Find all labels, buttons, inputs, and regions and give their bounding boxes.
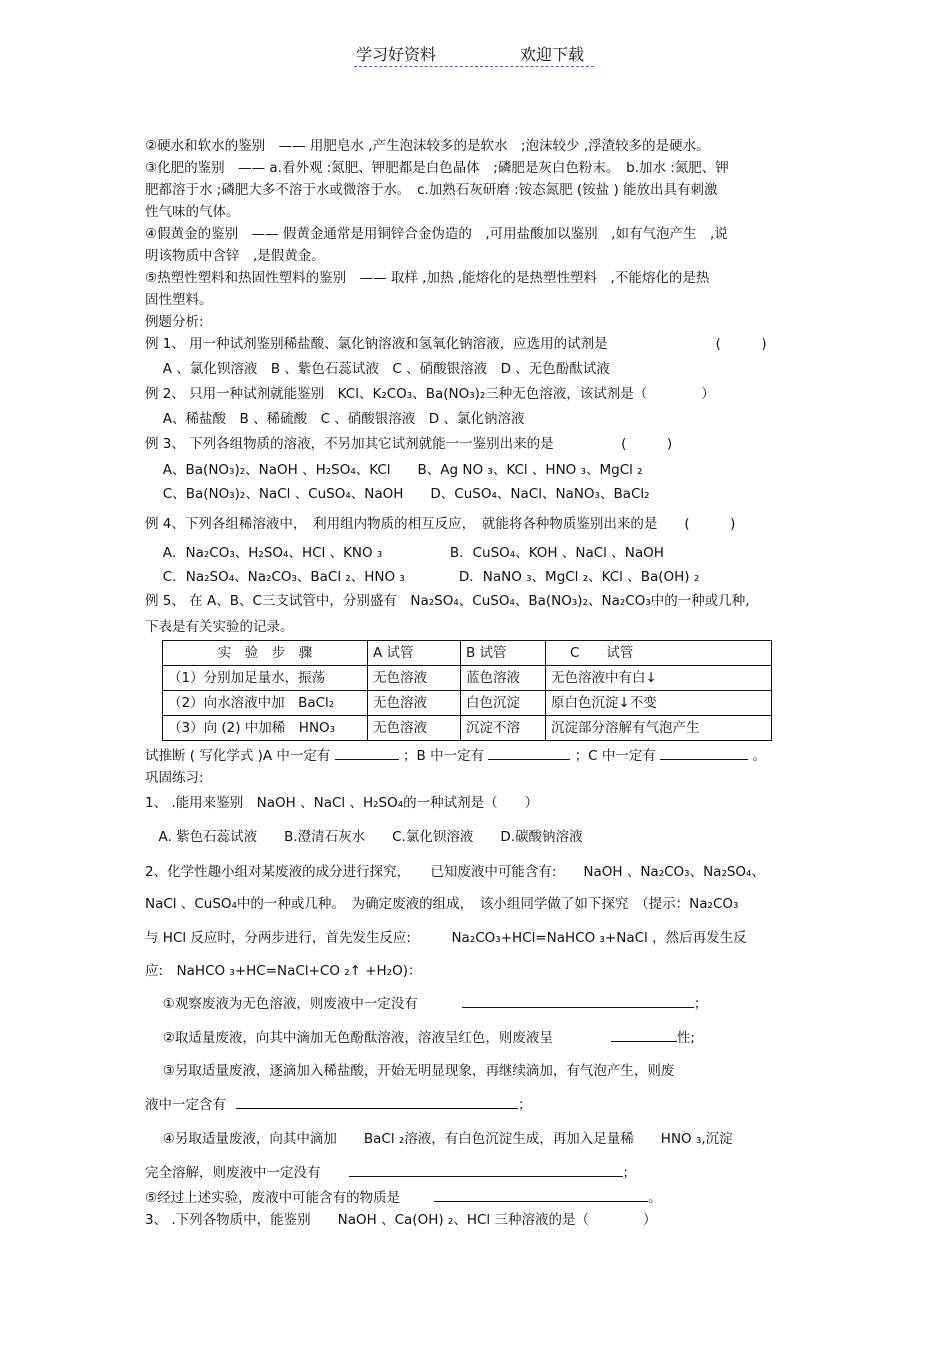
infer-c-label: ；C 中一定有: [574, 748, 656, 764]
text-line: ②硬水和软水的鉴别 —— 用肥皂水 ,产生泡沫较多的是软水 ;泡沫较少 ,浮渣较多的是硬水。: [145, 138, 710, 154]
answer-blank[interactable]: [611, 1027, 677, 1042]
text-line: ③化肥的鉴别 —— a.看外观 :氮肥、钾肥都是白色晶体 ;磷肥是灰白色粉末。 b.加水 :氮肥、钾: [145, 160, 729, 176]
answer-blank-b[interactable]: [488, 745, 570, 760]
question-line: 例 5、 在 A、B、C三支试管中，分别盛有 Na₂SO₄、CuSO₄、Ba(NO₃)₂、Na₂CO₃中的一种或几种,: [145, 593, 750, 609]
option-line: A、稀盐酸 B 、稀硫酸 C 、硝酸银溶液 D 、氯化钠溶液: [145, 411, 525, 427]
option-line: A．Na₂CO₃、H₂SO₄、HCl 、KNO ₃ B．CuSO₄、KOH 、NaCl 、NaOH: [145, 545, 664, 561]
table-row: [163, 666, 772, 691]
infer-b-label: ；B 中一定有: [403, 748, 485, 764]
section-heading: 巩固练习:: [145, 770, 204, 786]
sub-question-c-cont: [145, 1094, 532, 1116]
table-row: [163, 691, 772, 716]
sub-question-c: ③另取适量废液，逐滴加入稀盐酸，开始无明显现象，再继续滴加，有气泡产生，则废: [145, 1063, 675, 1079]
table-cell: 白色沉淀: [461, 691, 546, 716]
text-line: ⑤热塑性塑料和热固性塑料的鉴别 —— 取样 ,加热 ,能熔化的是热塑性塑料 ,不能熔化的是热: [145, 270, 710, 286]
table-cell: （3）向 (2) 中加稀 HNO₃: [163, 716, 368, 741]
table-cell: 沉淀不溶: [461, 716, 546, 741]
table-cell: 无色溶液: [368, 716, 461, 741]
sub-question-end: ；: [622, 1165, 636, 1181]
table-cell: （1）分别加足量水，振荡: [163, 666, 368, 691]
question-line: 2、化学性趣小组对某废液的成分进行探究， 已知废液中可能含有: NaOH 、Na₂CO₃、Na₂SO₄、: [145, 864, 765, 880]
table-cell: （2）向水溶液中加 BaCl₂: [163, 691, 368, 716]
question-line: 应: NaHCO ₃+HC=NaCl+CO ₂↑ +H₂O)：: [145, 963, 422, 979]
header-right: 欢迎下载: [520, 45, 585, 64]
question-line: 与 HCl 反应时，分两步进行，首先发生反应: Na₂CO₃+HCl=NaHCO ₃+NaCl ，然后再发生反: [145, 930, 747, 946]
sub-question-d-cont: [145, 1162, 636, 1184]
experiment-table: [162, 640, 772, 741]
infer-a-label: 试推断 ( 写化学式 )A 中一定有: [145, 748, 331, 764]
sub-question-text: ②取适量废液，向其中滴加无色酚酞溶液，溶液呈红色，则废液呈: [145, 1030, 553, 1046]
option-line: C．Na₂SO₄、Na₂CO₃、BaCl ₂、HNO ₃ D．NaNO ₃、MgCl ₂、KCl 、Ba(OH) ₂: [145, 569, 700, 585]
text-line: 性气味的气体。: [145, 204, 240, 220]
question-line: 例 3、 下列各组物质的溶液，不另加其它试剂就能一一鉴别出来的是 ( ): [145, 436, 673, 452]
table-header-row: [163, 641, 772, 666]
question-line: NaCl 、CuSO₄中的一种或几种。 为确定废液的组成， 该小组同学做了如下探究 （提示：Na₂CO₃: [145, 896, 739, 912]
answer-blank[interactable]: [236, 1094, 518, 1109]
sub-question-d: ④另取适量废液，向其中滴加 BaCl ₂溶液，有白色沉淀生成，再加入足量稀 HNO ₃,沉淀: [145, 1131, 733, 1147]
sub-question-end: ；: [518, 1097, 532, 1113]
question-line: 3、 .下列各物质中，能鉴别 NaOH 、Ca(OH) ₂、HCl 三种溶液的是（ ）: [145, 1212, 657, 1228]
sub-question-text: ⑤经过上述实验，废液中可能含有的物质是: [145, 1190, 401, 1206]
table-cell: 无色溶液中有白↓: [546, 666, 772, 691]
text-line: 明该物质中含锌 ,是假黄金。: [145, 248, 325, 264]
table-header-cell: 实 验 步 骤: [163, 641, 368, 666]
option-line: A. 紫色石蕊试液 B.澄清石灰水 C.氯化钡溶液 D.碳酸钠溶液: [145, 829, 583, 845]
option-line: C、Ba(NO₃)₂、NaCl 、CuSO₄、NaOH D、CuSO₄、NaCl、NaNO₃、BaCl₂: [145, 486, 650, 502]
table-cell: 原白色沉淀↓不变: [546, 691, 772, 716]
sub-question-text: 完全溶解，则废液中一定没有: [145, 1165, 321, 1181]
text-line: 固性塑料。: [145, 292, 213, 308]
text-line: 肥都溶于水 ;磷肥大多不溶于水或微溶于水。 c.加熟石灰研磨 :铵态氮肥 (铵盐 ) 能放出具有刺激: [145, 182, 718, 198]
text-line: 下表是有关实验的记录。: [145, 619, 294, 635]
question-line: 例 4、下列各组稀溶液中， 利用组内物质的相互反应， 就能将各种物质鉴别出来的是 ( ): [145, 516, 736, 532]
infer-line: [145, 745, 766, 767]
table-cell: 沉淀部分溶解有气泡产生: [546, 716, 772, 741]
option-line: A 、氯化钡溶液 B 、紫色石蕊试液 C 、硝酸银溶液 D 、无色酚酞试液: [145, 361, 610, 377]
answer-blank-c[interactable]: [660, 745, 748, 760]
sub-question-end: 。: [648, 1190, 662, 1206]
header-left: 学习好资料: [356, 45, 437, 64]
table-header-cell: A 试管: [368, 641, 461, 666]
sub-question-a: [145, 993, 707, 1015]
table-row: [163, 716, 772, 741]
sub-question-end: ；: [693, 996, 708, 1012]
sub-question-b: [145, 1027, 695, 1049]
table-cell: 蓝色溶液: [461, 666, 546, 691]
sub-question-e: [145, 1187, 662, 1209]
sub-question-text: 液中一定含有: [145, 1097, 226, 1113]
answer-blank[interactable]: [349, 1162, 623, 1177]
sub-question-end: 性;: [676, 1030, 695, 1046]
answer-blank[interactable]: [434, 1187, 648, 1202]
table-header-cell: C 试管: [546, 641, 772, 666]
answer-blank-a[interactable]: [335, 745, 399, 760]
table-cell: 无色溶液: [368, 666, 461, 691]
question-line: 例 1、 用一种试剂鉴别稀盐酸、氯化钠溶液和氢氧化钠溶液，应选用的试剂是 ( ): [145, 336, 767, 352]
question-line: 1、 .能用来鉴别 NaOH 、NaCl 、H₂SO₄的一种试剂是（ ）: [145, 795, 539, 811]
sub-question-text: ①观察废液为无色溶液，则废液中一定没有: [145, 996, 418, 1012]
section-heading: 例题分析:: [145, 314, 204, 330]
answer-blank[interactable]: [462, 993, 694, 1008]
page-header: [354, 40, 594, 67]
option-line: A、Ba(NO₃)₂、NaOH 、H₂SO₄、KCl B、Ag NO ₃、KCl 、HNO ₃、MgCl ₂: [145, 462, 643, 478]
table-cell: 无色溶液: [368, 691, 461, 716]
text-line: ④假黄金的鉴别 —— 假黄金通常是用铜锌合金伪造的 ,可用盐酸加以鉴别 ,如有气泡产生 ,说: [145, 226, 728, 242]
infer-end: 。: [752, 748, 766, 764]
table-header-cell: B 试管: [461, 641, 546, 666]
question-line: 例 2、 只用一种试剂就能鉴别 KCl、K₂CO₃、Ba(NO₃)₂三种无色溶液，该试剂是（ ）: [145, 386, 715, 402]
